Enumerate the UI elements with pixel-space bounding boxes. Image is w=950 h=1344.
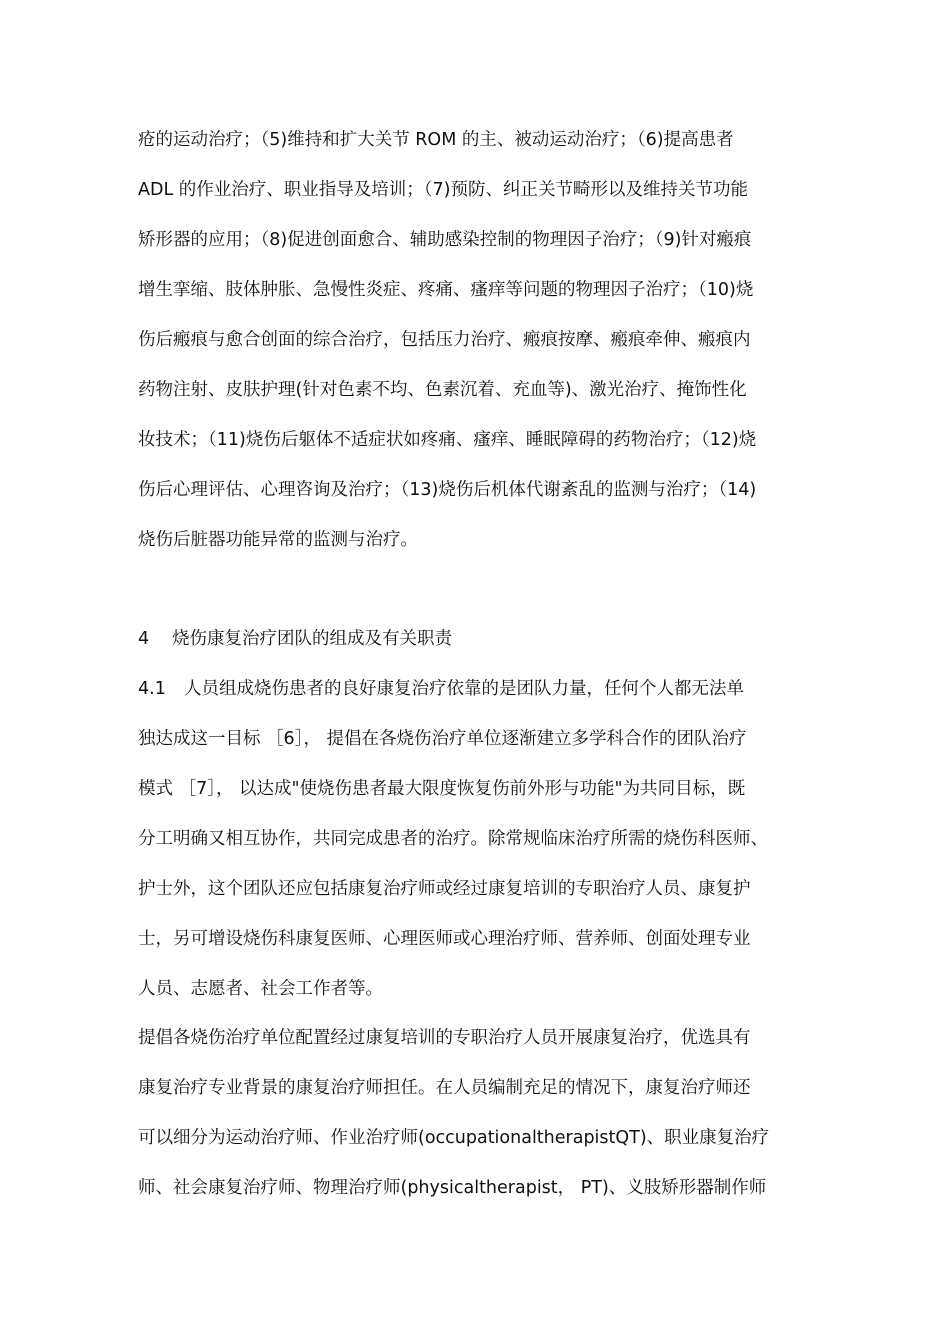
text-line: 伤后心理评估、心理咨询及治疗；（13)烧伤后机体代谢紊乱的监测与治疗；（14) [138,480,757,500]
text-line: 人员组成烧伤患者的良好康复治疗依靠的是团队力量，任何个人都无法单 [184,679,744,699]
text-line: 疮的运动治疗；（5)维持和扩大关节 ROM 的主、被动运动治疗；（6)提高患者 [138,130,734,150]
text-line: ADL 的作业治疗、职业指导及培训；（7)预防、纠正关节畸形以及维持关节功能 [138,180,748,200]
text-line: 分工明确又相互协作，共同完成患者的治疗。除常规临床治疗所需的烧伤科医师、 [138,829,768,849]
text-line: 师、社会康复治疗师、物理治疗师(physicaltherapist， PT)、义肢矫形器制作师 [138,1178,767,1198]
text-line: 可以细分为运动治疗师、作业治疗师(occupationaltherapistQT)、职业康复治疗 [138,1128,770,1148]
text-line: 独达成这一目标 ［6］， 提倡在各烧伤治疗单位逐渐建立多学科合作的团队治疗 [138,729,747,749]
subsection-number: 4.1 [138,679,166,699]
text-line: 康复治疗专业背景的康复治疗师担任。在人员编制充足的情况下，康复治疗师还 [138,1078,751,1098]
text-line: 妆技术；（11)烧伤后躯体不适症状如疼痛、瘙痒、睡眠障碍的药物治疗；（12)烧 [138,430,757,450]
section-number: 4 [138,629,150,649]
text-line: 模式 ［7］， 以达成"使烧伤患者最大限度恢复伤前外形与功能"为共同目标，既 [138,779,746,799]
subsection-first-line [138,677,744,701]
text-line: 人员、志愿者、社会工作者等。 [138,979,383,999]
section-title: 烧伤康复治疗团队的组成及有关职责 [172,629,452,649]
text-line: 增生挛缩、肢体肿胀、急慢性炎症、疼痛、瘙痒等问题的物理因子治疗；（10)烧 [138,280,754,300]
text-line: 烧伤后脏器功能异常的监测与治疗。 [138,530,418,550]
text-line: 护士外，这个团队还应包括康复治疗师或经过康复培训的专职治疗人员、康复护 [138,879,751,899]
text-line: 士，另可增设烧伤科康复医师、心理医师或心理治疗师、营养师、创面处理专业 [138,929,751,949]
text-line: 药物注射、皮肤护理(针对色素不均、色素沉着、充血等)、激光治疗、掩饰性化 [138,380,747,400]
section-heading [138,627,452,651]
text-line: 提倡各烧伤治疗单位配置经过康复培训的专职治疗人员开展康复治疗，优选具有 [138,1028,751,1048]
text-line: 矫形器的应用；（8)促进创面愈合、辅助感染控制的物理因子治疗；（9)针对瘢痕 [138,230,752,250]
text-line: 伤后瘢痕与愈合创面的综合治疗，包括压力治疗、瘢痕按摩、瘢痕牵伸、瘢痕内 [138,330,751,350]
